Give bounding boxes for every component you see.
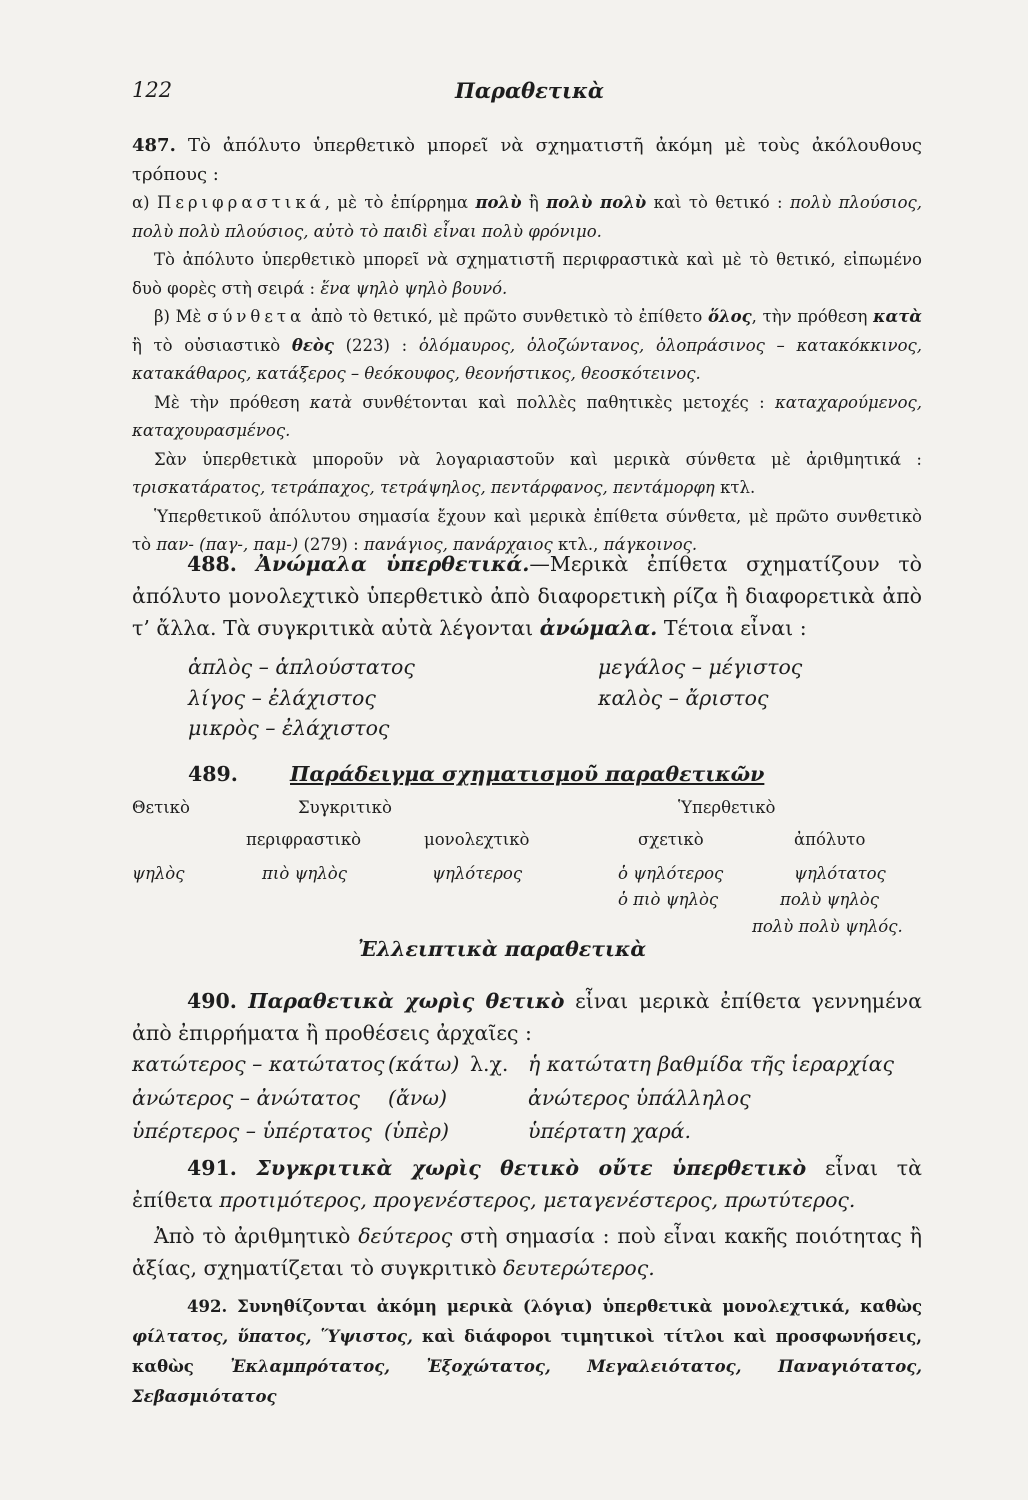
col-head-comparative: Συγκριτικὸ <box>298 798 392 817</box>
row-490-2-forms: ἀνώτερος – ἀνώτατος <box>132 1086 360 1110</box>
section-488 <box>132 548 922 644</box>
cell-psiloteros: ψηλότερος <box>432 864 523 883</box>
row-490-1-example: ἡ κατώτατη βαθμίδα τῆς ἱεραρχίας <box>528 1052 894 1076</box>
para-491-1: 491. Συγκριτικὰ χωρὶς θετικὸ οὔτε ὑπερθετικὸ εἶναι τὰ ἐπίθετα προτιμότερος, προγενέστερος, μεταγενέστερος, πρωτύτερος. <box>132 1156 922 1212</box>
page-number: 122 <box>132 78 173 102</box>
para-487-numerals: Σὰν ὑπερθετικὰ μποροῦν νὰ λογαριαστοῦν καὶ μερικὰ σύνθετα μὲ ἀριθμητικά : τρισκατάρατος, τετράπαχος, τετράψηλος, πεντάρφανος, πεντάμορφη κτλ. <box>132 449 922 497</box>
pair-kalos: καλὸς – ἄριστος <box>598 686 769 710</box>
para-487-b: β) Μὲ σύνθετα ἀπὸ τὸ θετικό, μὲ πρῶτο συνθετικὸ τὸ ἐπίθετο ὅλος, τὴν πρόθεση κατὰ ἢ τὸ οὐσιαστικὸ θεὸς (223) : ὁλόμαυρος, ὁλοζώντανος, ὁλοπράσινος – κατακόκκινος, κατακάθαρος, κατάξερος – θεόκουφος, θεονήστικος, θεοσκότεινος. <box>132 307 922 383</box>
para-490: 490. Παραθετικὰ χωρὶς θετικὸ εἶναι μερικὰ ἐπίθετα γεννημένα ἀπὸ ἐπιρρήματα ἢ προθέσεις ἀρχαῖες : <box>132 989 922 1045</box>
row-490-1-eg: λ.χ. <box>470 1052 509 1076</box>
cell-o-psiloteros: ὁ ψηλότερος <box>618 864 724 883</box>
para-492: 492. Συνηθίζονται ἀκόμη μερικὰ (λόγια) ὑπερθετικὰ μονολεχτικά, καθὼς φίλτατος, ὕπατος, Ὕψιστος, καὶ διάφοροι τιμητικοὶ τίτλοι καὶ προσφωνήσεις, καθὼς Ἐκλαμπρότατος, Ἐξοχώτατος, Μεγαλειότατος, Παναγιότατος, Σεβασμιότατος <box>132 1297 923 1406</box>
sub-head-periphrastic: περιφραστικὸ <box>246 830 362 849</box>
running-title: Παραθετικὰ <box>455 78 605 103</box>
elliptic-heading: Ἐλλειπτικὰ παραθετικὰ <box>358 937 647 961</box>
col-head-positive: Θετικὸ <box>132 798 190 817</box>
pair-aplos: ἁπλὸς – ἁπλούστατος <box>188 655 415 679</box>
row-490-1-forms: κατώτερος – κατώτατος <box>132 1052 385 1076</box>
cell-psilotatos: ψηλότατος <box>794 864 886 883</box>
cell-poly-poly-psilos: πολὺ πολὺ ψηλός. <box>752 917 903 936</box>
row-490-2-example: ἀνώτερος ὑπάλληλος <box>528 1086 751 1110</box>
section-489-number: 489. <box>188 762 238 786</box>
cell-pio-psilos: πιὸ ψηλὸς <box>262 864 347 883</box>
para-487-participles: Μὲ τὴν πρόθεση κατὰ συνθέτονται καὶ πολλὲς παθητικὲς μετοχές : καταχαρούμενος, καταχουρασμένος. <box>132 392 923 440</box>
cell-poly-psilos: πολὺ ψηλὸς <box>780 890 879 909</box>
row-490-1-origin: (κάτω) <box>388 1052 460 1076</box>
row-490-3-origin: (ὑπὲρ) <box>384 1119 449 1143</box>
para-488: 488. Ἀνώμαλα ὑπερθετικά.—Μερικὰ ἐπίθετα σχηματίζουν τὸ ἀπόλυτο μονολεχτικὸ ὑπερθετικὸ ἀπὸ διαφορετικὴ ρίζα ἢ διαφορετικὰ ἀπὸ τ’ ἄλλα. Τὰ συγκριτικὰ αὐτὰ λέγονται ἀνώμαλα. Τέτοια εἶναι : <box>132 552 922 640</box>
cell-o-pio-psilos: ὁ πιὸ ψηλὸς <box>618 890 719 909</box>
cell-psilos: ψηλὸς <box>132 864 185 883</box>
section-491 <box>132 1152 922 1284</box>
pair-ligos: λίγος – ἐλάχιστος <box>188 686 376 710</box>
pair-megalos: μεγάλος – μέγιστος <box>598 655 803 679</box>
sub-head-absolute: ἀπόλυτο <box>794 830 866 849</box>
pair-mikros: μικρὸς – ἐλάχιστος <box>188 716 390 740</box>
row-490-3-forms: ὑπέρτερος – ὑπέρτατος <box>132 1119 372 1143</box>
section-489-heading: Παράδειγμα σχηματισμοῦ παραθετικῶν <box>290 762 765 786</box>
para-487-a: α) Περιφραστικά, μὲ τὸ ἐπίρρημα πολὺ ἢ πολὺ πολὺ καὶ τὸ θετικό : πολὺ πλούσιος, πολὺ πολὺ πλούσιος, αὐτὸ τὸ παιδὶ εἶναι πολὺ φρόνιμο. <box>132 193 923 241</box>
section-490 <box>132 985 922 1049</box>
para-487-pan: Ὑπερθετικοῦ ἀπόλυτου σημασία ἔχουν καὶ μερικὰ ἐπίθετα σύνθετα, μὲ πρῶτο συνθετικὸ τὸ παν- (παγ-, παμ-) (279) : πανάγιος, πανάρχαιος κτλ., πάγκοινος. <box>132 506 922 554</box>
section-492 <box>132 1292 922 1412</box>
para-491-2: Ἀπὸ τὸ ἀριθμητικὸ δεύτερος στὴ σημασία : ποὺ εἶναι κακῆς ποιότητας ἢ ἀξίας, σχηματίζεται τὸ συγκριτικὸ δευτερώτερος. <box>132 1224 923 1280</box>
para-487-intro: 487. Τὸ ἀπόλυτο ὑπερθετικὸ μπορεῖ νὰ σχηματιστῆ ἀκόμη μὲ τοὺς ἀκόλουθους τρόπους : <box>132 135 922 185</box>
row-490-2-origin: (ἄνω) <box>388 1086 448 1110</box>
sub-head-relative: σχετικὸ <box>638 830 704 849</box>
row-490-3-example: ὑπέρτατη χαρά. <box>528 1119 691 1143</box>
sub-head-monolectic: μονολεχτικὸ <box>424 830 530 849</box>
section-487 <box>132 132 922 560</box>
para-487-repeat: Τὸ ἀπόλυτο ὑπερθετικὸ μπορεῖ νὰ σχηματιστῆ περιφραστικὰ καὶ μὲ τὸ θετικό, εἰπωμένο δυὸ φορὲς στὴ σειρά : ἕνα ψηλὸ ψηλὸ βουνό. <box>132 250 922 298</box>
col-head-superlative: Ὑπερθετικὸ <box>678 798 776 817</box>
